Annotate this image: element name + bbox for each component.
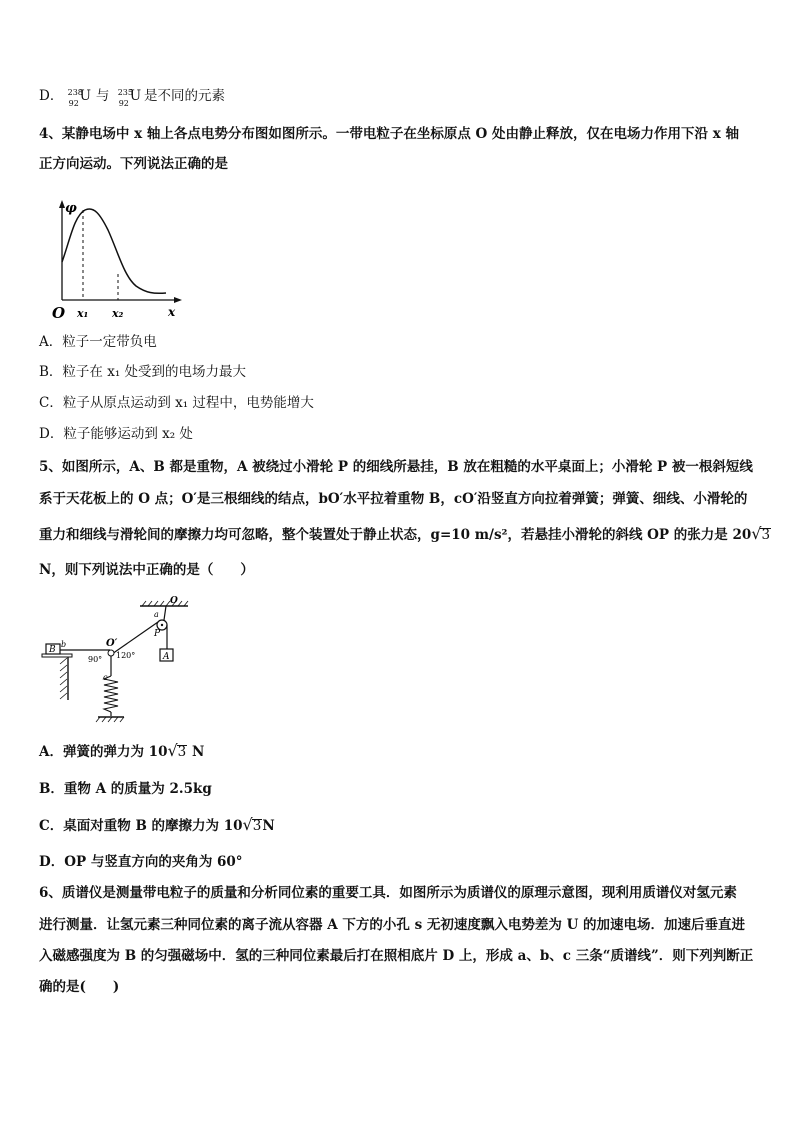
q4-potential-graph (50, 196, 200, 324)
label-90deg: 90° (88, 655, 103, 664)
label-weight-b: B (49, 645, 56, 655)
isotope-u235: 235 92 U (117, 88, 142, 108)
label-a-point: a (154, 610, 159, 619)
q4-option-c: C．粒子从原点运动到 x₁ 过程中，电势能增大 (39, 395, 314, 411)
label-c: c (103, 673, 108, 682)
op-rope (164, 606, 166, 620)
q5-option-b: B．重物 A 的质量为 2.5kg (39, 781, 212, 797)
table-hatch (60, 658, 67, 699)
x2-label: x₂ (112, 307, 124, 320)
q3-option-d: D． 238 92 U 与 235 92 U 是不同的元素 (39, 88, 226, 108)
q6-stem-line-3: 入磁感强度为 B 的匀强磁场中．氢的三种同位素最后打在照相底片 D 上，形成 a、b、c 三条“质谱线”．则下列判断正 (39, 948, 754, 964)
x-label: x (168, 305, 176, 319)
label-weight-a: A (163, 652, 170, 662)
q3-option-d-label: D． (39, 88, 64, 104)
q5-stem-line-1: 5、如图所示，A、B 都是重物，A 被绕过小滑轮 P 的细线所悬挂，B 放在粗糙的水平桌面上；小滑轮 P 被一根斜短线 (39, 459, 753, 475)
q4-option-a: A．粒子一定带负电 (39, 334, 157, 350)
label-oprime: O′ (106, 638, 118, 649)
q4-stem-line-1: 4、某静电场中 x 轴上各点电势分布图如图所示。一带电粒子在坐标原点 O 处由静止释放，仅在电场力作用下沿 x 轴 (39, 126, 739, 142)
oprime-rope (112, 622, 158, 654)
q5-option-a: A．弹簧的弹力为 10√3 N (39, 741, 205, 760)
x1-label: x₁ (77, 307, 89, 320)
label-p: P (154, 629, 161, 639)
q5-stem-line-4: N，则下列说法中正确的是（ ） (39, 562, 254, 578)
isotope-u238: 238 92 U (67, 88, 92, 108)
label-b-point: b (61, 640, 67, 649)
label-o: O (170, 596, 178, 606)
q6-stem-line-4: 确的是( ) (39, 979, 120, 995)
floor-hatch (96, 717, 124, 722)
ceiling-hatch (142, 601, 188, 606)
q4-stem-line-2: 正方向运动。下列说法正确的是 (39, 156, 228, 172)
q5-option-d: D．OP 与竖直方向的夹角为 60° (39, 854, 243, 870)
q6-stem-line-1: 6、质谱仪是测量带电粒子的质量和分析同位素的重要工具．如图所示为质谱仪的原理示意图，现利用质谱仪对氢元素 (39, 885, 737, 901)
phi-label: φ (65, 201, 77, 216)
origin-label: O (52, 304, 66, 322)
x-axis-arrow-icon (174, 297, 182, 303)
q5-option-c: C．桌面对重物 B 的摩擦力为 10√3N (39, 815, 275, 834)
q4-option-d: D．粒子能够运动到 x₂ 处 (39, 426, 193, 442)
q5-stem-line-2: 系于天花板上的 O 点；O′是三根细线的结点，bO′水平拉着重物 B，cO′沿竖直方向拉着弹簧；弹簧、细线、小滑轮的 (39, 491, 748, 507)
q6-stem-line-2: 进行测量．让氢元素三种同位素的离子流从容器 A 下方的小孔 s 无初速度飘入电势差为 U 的加速电场．加速后垂直进 (39, 917, 746, 933)
q5-pulley-diagram (40, 592, 210, 724)
label-120deg: 120° (116, 651, 136, 660)
q4-option-b: B．粒子在 x₁ 处受到的电场力最大 (39, 364, 247, 380)
knot-oprime (108, 650, 114, 656)
q5-stem-line-3: 重力和细线与滑轮间的摩擦力均可忽略，整个装置处于静止状态，g=10 m/s²，若悬挂小滑轮的斜线 OP 的张力是 20√3 (39, 524, 771, 543)
potential-curve (62, 209, 166, 293)
